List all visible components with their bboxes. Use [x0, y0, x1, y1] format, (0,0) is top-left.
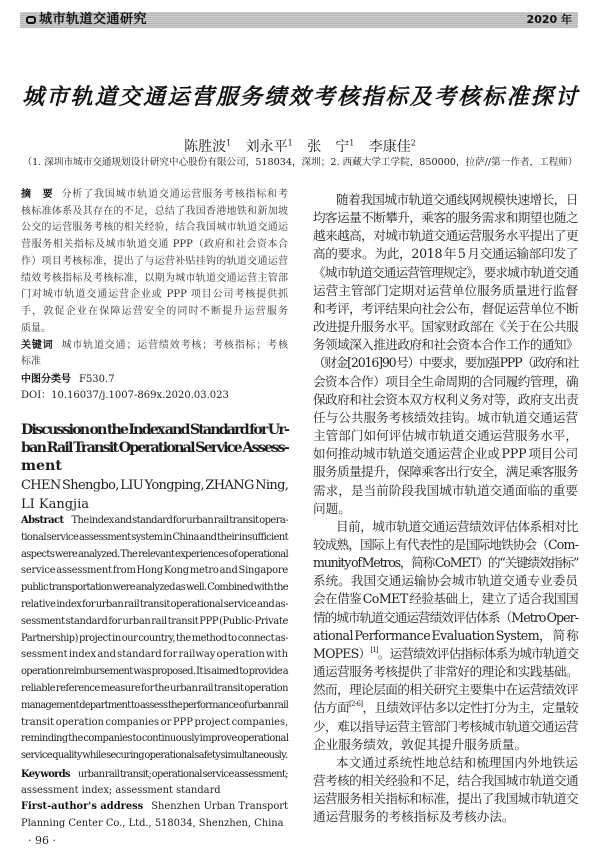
- doi: DOI：10.16037/j.1007-869x.2020.03.023: [21, 390, 229, 401]
- text-line: 本文通过系统性地总结和梳理国内外地铁运: [336, 754, 578, 770]
- text-line: 较成熟，国际上有代表性的是国际地铁协会（Com-: [313, 536, 578, 552]
- text-line: ational Performance Evaluation System， 简 称: [313, 627, 579, 643]
- text-line: 情的城市轨道交通运营绩效评估体系（Metro Oper-: [313, 609, 578, 625]
- text-line: 问题。: [313, 500, 351, 516]
- chinese-abstract: [21, 187, 288, 337]
- text-line: 随着我国城市轨道交通线网规模快速增长，日: [336, 192, 578, 207]
- author-list: [0, 133, 600, 157]
- text-line: aspects were analyzed. The relevant experiences of operational: [21, 548, 288, 560]
- text-line: reliable reference measure for the urban rail transit operation: [21, 682, 288, 694]
- text-line: 手，敦促企业在保障运营安全的同时不断提升运营服务: [21, 305, 288, 317]
- author-affiliation-mark: 1: [349, 138, 355, 147]
- text-line: MOPES）[1]。运营绩效评估指标体系为城市轨道交: [313, 645, 579, 661]
- text-line: 会在借鉴 CoMET 经验基础上，建立了适合我国国: [313, 591, 578, 607]
- text-line: 质量。: [21, 322, 51, 334]
- text-line: reminding the companies to continuously improve operational: [21, 733, 289, 745]
- text-line: 作）项目考核标准，提出了与运营补贴挂钩的轨道交通运营: [21, 255, 288, 267]
- text-line: Key words urban rail transit; operational service assessment;: [21, 769, 288, 780]
- journal-year: 2020 年: [526, 13, 572, 26]
- text-line: 公交的运营服务考核的相关经验，结合我国城市轨道交通运: [21, 222, 288, 234]
- text-line: 均客运量不断攀升，乘客的服务需求和期望也随之: [313, 210, 578, 226]
- text-line: 运营服务相关指标和标准，提出了我国城市轨道交: [313, 791, 578, 807]
- text-line: Discussion on the Index and Standard for Ur-: [21, 422, 288, 438]
- english-title: [21, 421, 288, 475]
- section-label: 关键词: [21, 340, 54, 351]
- text-line: service quality while securing operational safety simultaneously.: [21, 750, 288, 762]
- text-line: tional service assessment system in China and their insufficient: [21, 531, 288, 543]
- text-line: Abstract The index and standard for urban rail transit opera-: [21, 515, 288, 526]
- text-line: ment: [21, 458, 62, 474]
- text-line: 务领域深入推进政府和社会资本合作工作的通知》: [313, 337, 578, 353]
- text-line: 主管部门如何评估城市轨道交通运营服务水平，: [313, 428, 578, 444]
- text-line: 服务质量提升，保障乘客出行安全，满足乘客服务: [313, 464, 578, 480]
- text-line: 标准: [21, 356, 41, 367]
- english-authors: [21, 476, 288, 514]
- text-line: 核标准体系及其存在的不足，总结了我国香港地铁和新加坡: [21, 205, 288, 217]
- text-line: 和考评，考评结果向社会公布，督促运营单位不断: [313, 300, 578, 316]
- author-name: 李康佳: [368, 138, 411, 155]
- text-line: 目前，城市轨道交通运营绩效评估体系相对比: [336, 518, 578, 534]
- author: [307, 139, 354, 155]
- journal-logo: [26, 12, 147, 28]
- english-abstract: [21, 513, 288, 765]
- body-paragraph: [313, 191, 578, 518]
- text-line: 营考核的相关经验和不足，结合我国城市轨道交通: [313, 773, 578, 788]
- text-line: management department to assess the performance of urban rail: [21, 699, 288, 711]
- text-line: 企业服务绩效，敦促其提升服务质量。: [313, 736, 528, 752]
- text-line: Partnership) project in our country, the method to connect as-: [21, 632, 288, 644]
- author: [184, 139, 231, 155]
- text-line: LI Kangjia: [21, 497, 89, 512]
- classification-number: [21, 372, 115, 388]
- body-text: [313, 191, 578, 826]
- text-line: ban Rail Transit Operational Service Assess-: [21, 440, 288, 456]
- author: [246, 139, 293, 155]
- text-line: 摘 要 分析了我国城市轨道交通运营服务考核指标和考: [21, 189, 289, 200]
- author-name: 刘永平: [245, 138, 288, 155]
- text-line: 任与公共服务考核绩效挂钩。城市轨道交通运营: [313, 409, 578, 425]
- text-line: operation reimbursement was proposed. It is aimed to provide a: [21, 666, 288, 678]
- text-line: relative index for urban rail transit operational service and as-: [21, 598, 288, 610]
- section-label: Key words: [21, 769, 70, 780]
- chinese-keywords: [21, 338, 288, 370]
- journal-logo-icon: [26, 16, 36, 24]
- affiliation-line: （1. 深圳市城市交通规划设计研究中心股份有限公司，518034，深圳；2. 西藏大学工学院，850000，拉萨//第一作者，工程师）: [22, 157, 578, 168]
- page-number: · 96 ·: [28, 834, 56, 847]
- text-line: 少，难以指导运营主管部门考核城市轨道交通运营: [313, 718, 578, 734]
- text-line: transit operation companies or PPP project companies,: [21, 716, 289, 728]
- author-name: 张 宁: [307, 138, 350, 155]
- author-affiliation-mark: 1: [287, 138, 293, 147]
- text-line: CHEN Shengbo, LIU Yongping, ZHANG Ning,: [21, 478, 289, 493]
- text-line: 保政府和社会资本双方权利义务对等，政府支出责: [313, 391, 578, 407]
- classification-value: F530.7: [79, 374, 115, 385]
- author: [369, 139, 416, 155]
- author-name: 陈胜波: [184, 138, 227, 155]
- text-line: （财金[2016]90 号）中要求，要加强 PPP（政府和社: [313, 355, 579, 371]
- section-label: 摘 要: [21, 189, 54, 200]
- text-line: 越来越高，对城市轨道交通运营服务水平提出了更: [313, 228, 578, 244]
- text-line: 然而，理论层面的相关研究主要集中在运营绩效评: [313, 682, 578, 698]
- first-author-address: [21, 799, 288, 832]
- text-line: 会资本合作）项目全生命周期的合同履约管理，确: [313, 373, 578, 389]
- citation-ref[interactable]: [1]: [370, 645, 378, 654]
- text-line: 如何推动城市轨道交通运营企业或 PPP 项目公司: [313, 446, 579, 462]
- text-line: munity of Metros，简称 CoMET）的“关键绩效指标”: [313, 555, 579, 571]
- citation-ref[interactable]: [2-6]: [348, 700, 363, 709]
- text-line: assessment index; assessment standard: [21, 784, 221, 796]
- text-line: 关键词 城市轨道交通；运营绩效考核；考核指标；考核: [21, 340, 289, 351]
- body-paragraph: [313, 518, 578, 754]
- paper-title: 城市轨道交通运营服务绩效考核指标及考核标准探讨: [22, 84, 577, 110]
- text-line: sessment standard for urban rail transit PPP (Public-Private: [21, 615, 288, 627]
- text-line: public transportation were analyzed as well. Combined with the: [21, 582, 288, 594]
- text-line: 运营主管部门定期对运营单位服务质量进行监督: [313, 282, 578, 298]
- author-affiliation-mark: 1: [226, 138, 232, 147]
- text-line: 绩效考核指标及考核标准，以期为城市轨道交通运营主管部: [21, 272, 288, 284]
- text-line: 改进提升服务水平。国家财政部在《关于在公共服: [313, 319, 578, 335]
- text-line: service assessment from Hong Kong metro and Singapore: [21, 565, 289, 577]
- text-line: 通运营服务考核提供了非常好的理论和实践基础。: [313, 664, 578, 680]
- author-affiliation-mark: 2: [410, 138, 416, 147]
- text-line: 高的要求。为此，2018 年 5 月交通运输部印发了: [313, 246, 578, 262]
- text-line: 通运营服务的考核指标及考核办法。: [313, 809, 515, 825]
- text-line: 系统。我国交通运输协会城市轨道交通专业委员: [313, 573, 578, 589]
- section-label: Abstract: [21, 515, 64, 526]
- text-line: 需求，是当前阶段我国城市轨道交通面临的重要: [313, 482, 578, 498]
- text-line: First-author's address Shenzhen Urban Transport: [21, 801, 288, 812]
- body-paragraph: [313, 754, 578, 827]
- text-line: sessment index and standard for railway operation with: [21, 649, 288, 661]
- text-line: 营服务相关指标及城市轨道交通 PPP（政府和社会资本合: [21, 239, 288, 251]
- section-label: First-author's address: [21, 801, 144, 812]
- classification-label: 中图分类号: [21, 374, 71, 385]
- text-line: 门对城市轨道交通运营企业或 PPP 项目公司考核提供抓: [21, 289, 288, 301]
- text-line: 估方面[2-6]，且绩效评估多以定性打分为主，定量较: [313, 700, 578, 716]
- journal-header-bar: [20, 12, 578, 28]
- english-keywords: [21, 767, 288, 798]
- text-line: Planning Center Co., Ltd., 518034, Shenzhen, China: [21, 817, 284, 829]
- text-line: 《城市轨道交通运营管理规定》，要求城市轨道交通: [313, 264, 578, 280]
- journal-name: 城市轨道交通研究: [39, 12, 148, 27]
